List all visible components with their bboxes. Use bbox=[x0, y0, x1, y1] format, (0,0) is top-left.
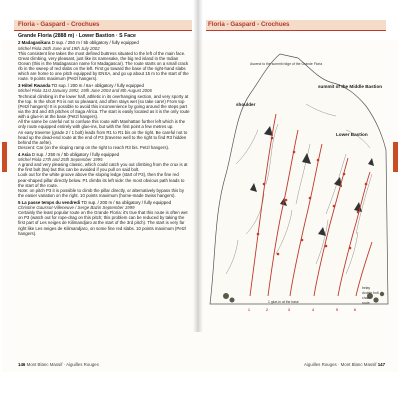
route-number: 3 bbox=[288, 308, 290, 312]
route-number: 6 bbox=[354, 308, 356, 312]
legend-item: chain bbox=[362, 296, 371, 300]
route-text: Note: on pitch P3 it is possible to climb the pillar directly, or alternatively bypass this by the easier variation on the right. 10 points maximum (home-made Swiss hangers). bbox=[18, 187, 185, 199]
route-author: Michel Piola 26th June and 19th July 2002 bbox=[18, 45, 100, 51]
page-number: 147 bbox=[377, 362, 386, 367]
right-thumb-tab bbox=[393, 142, 398, 172]
route-text: Certainly the least popular route on the Grande Floria: it's true that this route is often wet on P3 (watch out for rope-drag on this pitch; this problem can be reduced by taking the first part of Les neiges de Kilimandjaro at the start of the 3rd pitch). The start is very far right like Les neiges de Kilimandjaro, on some fine red slabs. 10 points maximum (Petzl hangers). bbox=[18, 210, 188, 236]
label-shoulder: shoulder bbox=[236, 102, 256, 107]
route-number: 2 bbox=[266, 308, 268, 312]
right-folio bbox=[304, 362, 385, 394]
topo-drawing bbox=[206, 34, 392, 314]
label-lower-bastion: Lower Bastion bbox=[336, 132, 368, 137]
route-text: Technical climbing in the lower half, athletic in its overhanging section, and very sporty at the top. In the short P4 is not so pleasant, and often stays wet (so take care!) From top (Petzl hangers)! It is possible to avoid this inconvenience by going around the steps part via the 3rd and 4th pitches of Saga Africa. The start is easily located as it is the only route with a glue-in at the base (Petzl hangers). bbox=[18, 93, 190, 120]
label-summit-middle-bastion: summit of the Middle Bastion bbox=[318, 84, 383, 89]
route-grade: TD sup. / 200 m / 6a obligatory / fully equipped bbox=[81, 199, 172, 205]
route-grade: D sup. / 250 m / 5b obligatory / fully equipped bbox=[51, 40, 139, 46]
section-title: Grande Floria (2888 m) · Lower Bastion · S Face bbox=[18, 33, 136, 39]
route-block bbox=[18, 152, 190, 198]
right-running-header: Floria - Gaspard - Crochues bbox=[208, 21, 290, 28]
route-topo-diagram bbox=[206, 34, 392, 314]
route-author: Michel Piola 31st January 1992, 19th June 2004 and 8th August 2006 bbox=[18, 88, 152, 94]
route-text: All the same be careful not to confuse this route with Manhattan further left which is the only route equipped entirely with glue-ins, but with the first point a few metres up. bbox=[18, 119, 186, 130]
route-text: Look out for the white groove above the sloping ledge (start of P3), then the fine red pear-shaped pillar directly below. P1 climbs its left side: the most obvious path leads to the start of the route. bbox=[18, 172, 185, 188]
route-text: This consistent line takes the most defined buttress situated to the left of the main face. Great climbing, very pleasant, just like its namesake, the big red island in the Indian Ocean (this is the Madagascan name for Madagascar). The route starts on a small crack rib in the sweep of red slabs on the left. First go toward the base of the right-hand slabs which are home to one pitch equipped by ENSA, and go up about 15 m to the start of the route. 9 points maximum (Petzl hangers). bbox=[18, 50, 189, 82]
folio-text: Aiguilles Rouges · Mont Blanc Massif bbox=[304, 362, 377, 367]
topo-top-note: Ascend to the summit ridge of the Grande Floria bbox=[250, 62, 323, 66]
route-text: A grand and very pleasing classic, which could catch you out climbing from the crux is at the first bolt (5a) but this can be avoided if you pull on said bolt. bbox=[18, 162, 188, 173]
topo-legend bbox=[362, 286, 392, 305]
route-grade: TD sup. / 200 m / 6a+ obligatory / fully equipped bbox=[51, 83, 144, 89]
route-text: An easy traverse (grade 2 / 1 bolt) leads from R1 to R1 bis on the right. Be careful not to head up the dead-end route at the end of P3 (traverse well to the right to find R3 hidden behind the arête). bbox=[18, 129, 188, 145]
route-block bbox=[18, 200, 190, 236]
route-descriptions bbox=[18, 34, 190, 238]
route-name: 4 Asia bbox=[18, 151, 31, 157]
route-text: Descent: Car (on the sloping ramp on the right to reach R3 bis. Petzl hangers). bbox=[18, 145, 170, 151]
route-block bbox=[18, 83, 190, 150]
route-author: Christine Gaussot-Villeneuve / Serge Bazin September 1999 bbox=[18, 204, 135, 210]
page-number: 146 bbox=[18, 362, 26, 367]
route-name: 5 La passe temps du vendredi bbox=[18, 199, 81, 205]
rock-outline bbox=[210, 54, 388, 304]
route-block bbox=[18, 40, 190, 81]
route-number: 4 bbox=[312, 308, 314, 312]
folio-text: Mont Blanc Massif · Aiguilles Rouges bbox=[26, 362, 99, 367]
legend-item: belay bbox=[362, 286, 371, 290]
label-glue-in: 1 glue-in at the base bbox=[268, 300, 299, 304]
route-number: 1 bbox=[248, 308, 250, 312]
route-name: 2 Madagasikara bbox=[18, 40, 51, 46]
legend-item: route bbox=[362, 301, 370, 305]
route-number: 5 bbox=[336, 308, 338, 312]
left-running-header: Floria - Gaspard - Crochues bbox=[18, 21, 100, 28]
route-author: Michel Piola 17th and 25th September 1995 bbox=[18, 156, 103, 162]
left-folio bbox=[18, 362, 99, 394]
book-gutter bbox=[193, 0, 203, 332]
left-thumb-tab bbox=[2, 142, 7, 172]
route-grade: D sup. / 250 m / 5b obligatory / fully equipped bbox=[31, 151, 120, 157]
legend-item: double bolt bbox=[362, 291, 379, 295]
route-name: 3 Hôtel Rwanda bbox=[18, 83, 51, 89]
